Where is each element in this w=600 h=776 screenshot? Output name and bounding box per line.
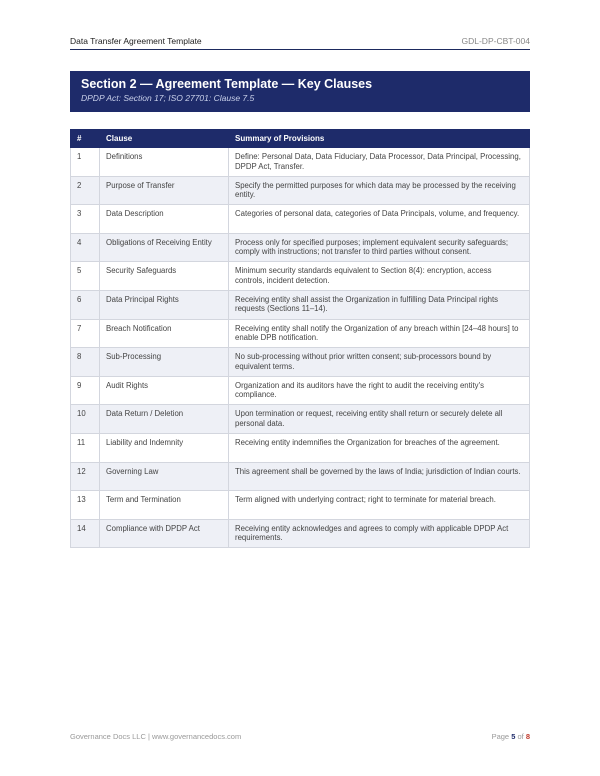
row-number: 8: [71, 348, 100, 377]
row-clause: Data Return / Deletion: [100, 405, 229, 434]
section-title: Section 2 — Agreement Template — Key Clauses: [81, 77, 373, 91]
document-title: Data Transfer Agreement Template: [70, 36, 202, 46]
row-clause: Data Description: [100, 205, 229, 234]
clauses-table: [70, 129, 530, 548]
page-number: [492, 732, 530, 741]
row-clause: Liability and Indemnity: [100, 433, 229, 462]
table-row: [71, 319, 530, 348]
row-clause: Obligations of Receiving Entity: [100, 233, 229, 262]
document-id: GDL-DP-CBT-004: [461, 36, 530, 46]
row-summary: Organization and its auditors have the right to audit the receiving entity's compliance.: [229, 376, 530, 405]
row-summary: Receiving entity shall notify the Organization of any breach within [24–48 hours] to enable DPB notification.: [229, 319, 530, 348]
section-subtitle: DPDP Act: Section 17; ISO 27701: Clause 7.5: [81, 93, 255, 103]
table-row: [71, 405, 530, 434]
row-summary: Define: Personal Data, Data Fiduciary, Data Processor, Data Principal, Processing, DPDP Act, Transfer.: [229, 148, 530, 177]
row-clause: Audit Rights: [100, 376, 229, 405]
row-number: 5: [71, 262, 100, 291]
row-number: 2: [71, 176, 100, 205]
row-clause: Definitions: [100, 148, 229, 177]
table-row: [71, 348, 530, 377]
footer-company: Governance Docs LLC | www.governancedocs.com: [70, 732, 242, 741]
row-summary: Receiving entity shall assist the Organization in fulfilling Data Principal rights requests (Sections 11–14).: [229, 290, 530, 319]
row-number: 1: [71, 148, 100, 177]
row-clause: Purpose of Transfer: [100, 176, 229, 205]
table-row: [71, 433, 530, 462]
row-clause: Term and Termination: [100, 491, 229, 520]
table-row: [71, 205, 530, 234]
row-clause: Compliance with DPDP Act: [100, 519, 229, 548]
row-summary: No sub-processing without prior written consent; sub-processors bound by equivalent terms.: [229, 348, 530, 377]
row-number: 13: [71, 491, 100, 520]
table-row: [71, 148, 530, 177]
table-row: [71, 519, 530, 548]
row-clause: Breach Notification: [100, 319, 229, 348]
row-clause: Security Safeguards: [100, 262, 229, 291]
row-clause: Data Principal Rights: [100, 290, 229, 319]
table-row: [71, 376, 530, 405]
row-summary: Upon termination or request, receiving entity shall return or securely delete all personal data.: [229, 405, 530, 434]
row-number: 6: [71, 290, 100, 319]
page-total: 8: [525, 732, 530, 741]
column-header-number: #: [71, 130, 100, 148]
table-row: [71, 290, 530, 319]
page-footer: [70, 732, 530, 744]
row-number: 4: [71, 233, 100, 262]
table-row: [71, 491, 530, 520]
row-summary: Specify the permitted purposes for which data may be processed by the receiving entity.: [229, 176, 530, 205]
row-summary: Term aligned with underlying contract; right to terminate for material breach.: [229, 491, 530, 520]
page-label: Page: [491, 732, 510, 741]
row-summary: Receiving entity indemnifies the Organization for breaches of the agreement.: [229, 433, 530, 462]
column-header-summary: Summary of Provisions: [229, 130, 530, 148]
page-header: [70, 36, 530, 50]
table-header-row: [71, 130, 530, 148]
row-number: 12: [71, 462, 100, 491]
row-number: 7: [71, 319, 100, 348]
table-row: [71, 233, 530, 262]
table-row: [71, 262, 530, 291]
row-summary: Categories of personal data, categories of Data Principals, volume, and frequency.: [229, 205, 530, 234]
row-clause: Governing Law: [100, 462, 229, 491]
column-header-clause: Clause: [100, 130, 229, 148]
row-number: 14: [71, 519, 100, 548]
page-current: 5: [511, 732, 516, 741]
row-clause: Sub-Processing: [100, 348, 229, 377]
row-summary: Receiving entity acknowledges and agrees to comply with applicable DPDP Act requirements.: [229, 519, 530, 548]
row-summary: Process only for specified purposes; implement equivalent security safeguards; comply with instructions; not transfer to third parties without consent.: [229, 233, 530, 262]
row-summary: Minimum security standards equivalent to Section 8(4): encryption, access controls, incident detection.: [229, 262, 530, 291]
section-banner: [70, 71, 530, 112]
table-row: [71, 176, 530, 205]
table-row: [71, 462, 530, 491]
row-number: 3: [71, 205, 100, 234]
row-number: 9: [71, 376, 100, 405]
row-number: 11: [71, 433, 100, 462]
row-summary: This agreement shall be governed by the laws of India; jurisdiction of Indian courts.: [229, 462, 530, 491]
page-of: of: [517, 732, 524, 741]
row-number: 10: [71, 405, 100, 434]
